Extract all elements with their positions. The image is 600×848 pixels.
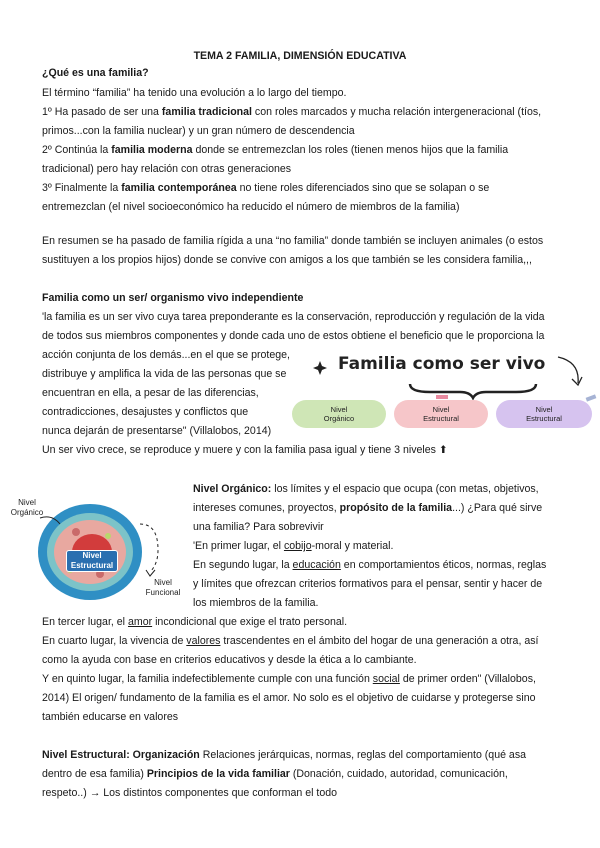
paragraph-line: Nivel Estructural: Organización Relaciones jerárquicas, normas, reglas del comportamiento (qué asa [42, 749, 527, 761]
brace-icon [410, 384, 536, 398]
quote-line: acción conjunta de los demás...en el que se protege, [42, 349, 290, 361]
pill-nivel-estructural: Nivel Estructural [394, 400, 488, 428]
paragraph-line: primos...con la familia nuclear) y un gran número de descendencia [42, 125, 355, 137]
paragraph-line: también educarse en valores [42, 711, 179, 723]
paragraph-line: intereses comunes, proyectos, propósito de la familia...) ¿Para qué sirve [193, 502, 543, 514]
paragraph-line: En resumen se ha pasado de familia rígida a una “no familia” donde también se incluyen animales (o estos [42, 235, 544, 247]
paragraph-line: una familia? Para sobrevivir [193, 521, 324, 533]
paragraph-line: Un ser vivo crece, se reproduce y muere y con la familia pasa igual y tiene 3 niveles ⬆ [42, 444, 448, 456]
label-nivel-funcional: Nivel Funcional [145, 578, 181, 597]
cell-illustration [0, 490, 195, 615]
pill-nivel-estructural-2: Nivel Estructural [496, 400, 592, 428]
paragraph-line: tradicional) pero hay relación con otras generaciones [42, 163, 292, 175]
paragraph-line: 1º Ha pasado de ser una familia tradicional con roles marcados y mucha relación intergeneracional (tíos, [42, 106, 542, 118]
paragraph-line: sustituyen a los propios hijos) donde se convive con amigos a los que también se les considera familia,,, [42, 254, 532, 266]
quote-line: distribuye y amplifica la vida de las personas que se [42, 368, 287, 380]
page-title: TEMA 2 FAMILIA, DIMENSIÓN EDUCATIVA [193, 50, 407, 62]
paragraph-line: dentro de esa familia) Principios de la vida familiar (Donación, cuidado, autoridad, comunicación, [42, 768, 508, 780]
diagram-title: Familia como ser vivo [338, 354, 546, 374]
paragraph-line: y límites que ofrezcan criterios formativos para el pensar, sentir y hacer de [193, 578, 543, 590]
quote-line: 'la familia es un ser vivo cuya tarea preponderante es la conservación, reproducción y regulación de la vida [42, 311, 545, 323]
up-arrow-icon: ⬆ [438, 444, 448, 456]
paragraph-line: como la ayuda con base en criterios educativos y desde la ética a lo cambiante. [42, 654, 417, 666]
paragraph-line: Nivel Orgánico: los límites y el espacio que ocupa (con metas, objetivos, [193, 483, 539, 495]
quote-line: de todos sus miembros componentes y donde cada uno de estos obtiene el beneficio que le proporciona la [42, 330, 545, 342]
paragraph-line: 2014) El origen/ fundamento de la familia es el amor. No solo es el objetivo de cuidarse y protegerse sino [42, 692, 536, 704]
label-nivel-organico: Nivel Orgánico [10, 498, 44, 517]
paragraph-line: En cuarto lugar, la vivencia de valores trascendentes en el ámbito del hogar de una generación a otra, así [42, 635, 539, 647]
paragraph-line: respeto..) → Los distintos componentes que conforman el todo [42, 787, 338, 799]
sparkle-icon [313, 361, 327, 375]
paragraph-line: El término “familia” ha tenido una evolución a lo largo del tiempo. [42, 87, 347, 99]
curved-arrow-icon [558, 357, 578, 383]
quote-line: encuentran en ella, a pesar de las diferencias, [42, 387, 259, 399]
paragraph-line: 'En primer lugar, el cobijo-moral y material. [193, 540, 394, 552]
quote-line: nunca dejarán de presentarse" (Villalobos, 2014) [42, 425, 272, 437]
pill-nivel-organico: Nivel Orgánico [292, 400, 386, 428]
paragraph-line: entremezclan (el nivel socioeconómico ha reducido el número de miembros de la familia) [42, 201, 460, 213]
label-nivel-estructural-badge: Nivel Estructural [66, 550, 118, 572]
paragraph-line: los miembros de la familia. [193, 597, 319, 609]
paragraph-line: En segundo lugar, la educación en comportamientos éticos, normas, reglas [193, 559, 547, 571]
paragraph-line: 3º Finalmente la familia contemporánea no tiene roles diferenciados sino que se solapan o se [42, 182, 490, 194]
paragraph-line: Y en quinto lugar, la familia indefectiblemente cumple con una función social de primer orden" (Villalobos, [42, 673, 536, 685]
family-living-being-diagram [290, 340, 600, 440]
quote-line: contradicciones, desajustes y conflictos que [42, 406, 249, 418]
heading-what-is-family: ¿Qué es una familia? [42, 67, 149, 79]
paragraph-line: 2º Continúa la familia moderna donde se entremezclan los roles (tienen menos hijos que la familia [42, 144, 509, 156]
heading-living-organism: Familia como un ser/ organismo vivo independiente [42, 292, 304, 304]
paragraph-line: En tercer lugar, el amor incondicional que exige el trato personal. [42, 616, 348, 628]
